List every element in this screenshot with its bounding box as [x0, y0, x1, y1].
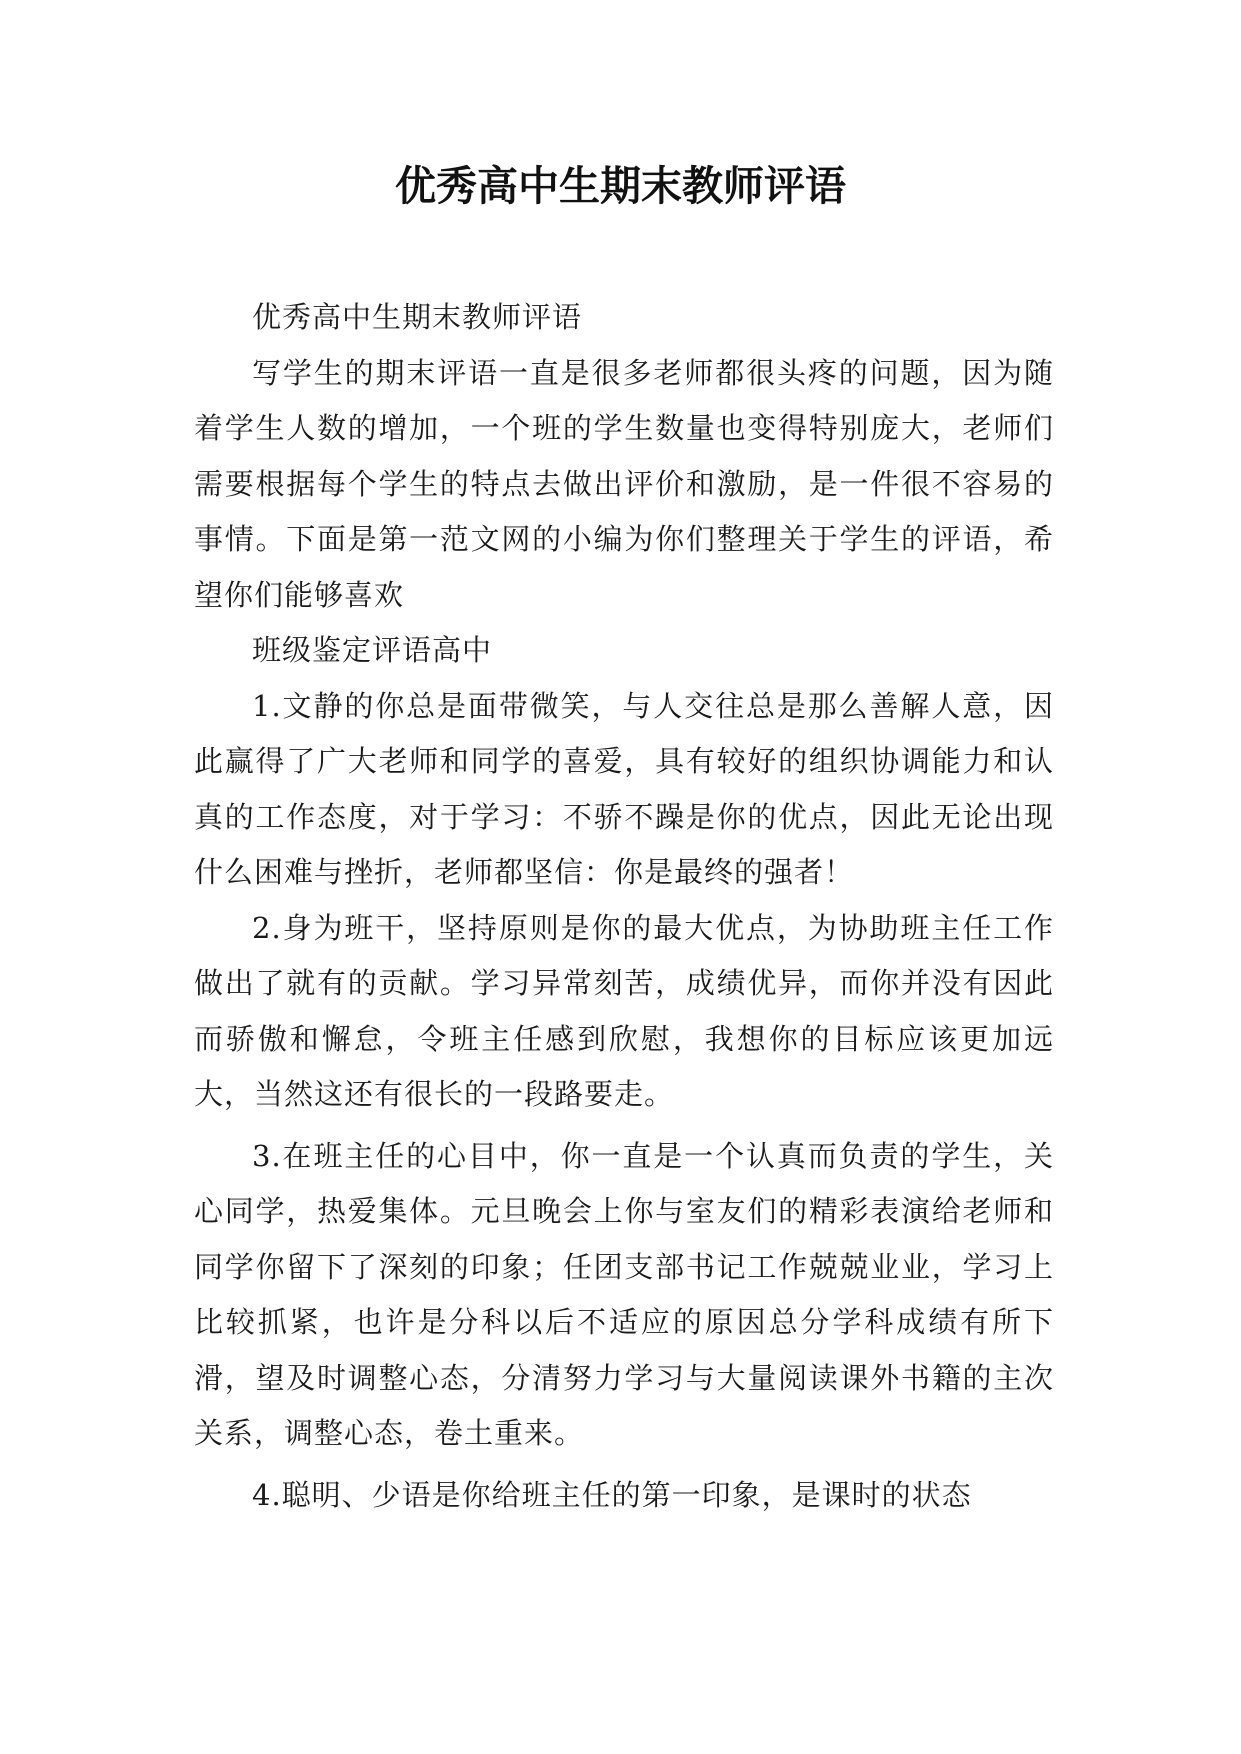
- paragraph-comment-4: 4.聪明、少语是你给班主任的第一印象，是课时的状态: [252, 1477, 972, 1512]
- paragraph-section-heading: 班级鉴定评语高中: [252, 633, 493, 667]
- paragraph-intro: 写学生的期末评语一直是很多老师都很头疼的问题，因为随着学生人数的增加，一个班的学生数量也变得特别庞大，老师们需要根据每个学生的特点去做出评价和激励，是一件很不容易的事情。下面是第一范文网的小编为你们整理关于学生的评语，希望你们能够喜欢: [194, 355, 1054, 612]
- document-body: [194, 290, 1054, 1523]
- paragraph-comment-3: 3.在班主任的心目中，你一直是一个认真而负责的学生，关心同学，热爱集体。元旦晚会上你与室友们的精彩表演给老师和同学你留下了深刻的印象；任团支部书记工作兢兢业业，学习上比较抓紧，也许是分科以后不适应的原因总分学科成绩有所下滑，望及时调整心态，分清努力学习与大量阅读课外书籍的主次关系，调整心态，卷土重来。: [194, 1138, 1054, 1450]
- document-title: 优秀高中生期末教师评语: [395, 162, 846, 210]
- paragraph-subtitle: 优秀高中生期末教师评语: [252, 300, 583, 334]
- paragraph-comment-2: 2.身为班干，坚持原则是你的最大优点，为协助班主任工作做出了就有的贡献。学习异常刻苦，成绩优异，而你并没有因此而骄傲和懈怠，令班主任感到欣慰，我想你的目标应该更加远大，当然这还有很长的一段路要走。: [194, 910, 1054, 1111]
- paragraph-comment-1: 1.文静的你总是面带微笑，与人交往总是那么善解人意，因此赢得了广大老师和同学的喜爱，具有较好的组织协调能力和认真的工作态度，对于学习：不骄不躁是你的优点，因此无论出现什么困难与挫折，老师都坚信：你是最终的强者！: [194, 688, 1054, 889]
